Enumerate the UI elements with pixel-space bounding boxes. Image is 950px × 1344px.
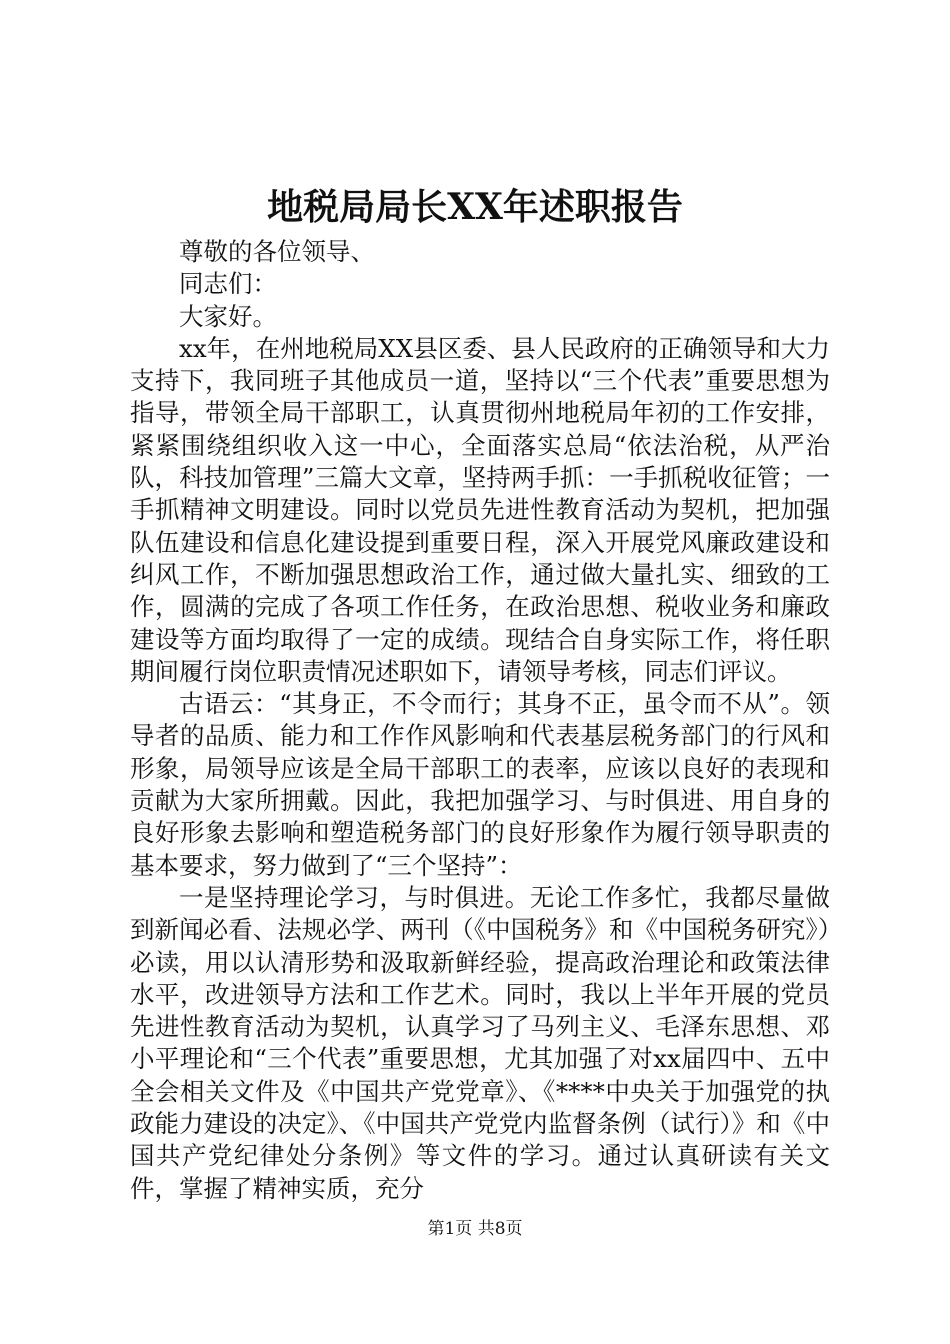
paragraph-intro: xx年，在州地税局XX县区委、县人民政府的正确领导和大力支持下，我同班子其他成员一道，坚持以“三个代表”重要思想为指导，带领全局干部职工，认真贯彻州地税局年初的工作安排，紧紧围绕组织收入这一中心，全面落实总局“依法治税，从严治队，科技加管理”三篇大文章，坚持两手抓：一手抓税收征管；一手抓精神文明建设。同时以党员先进性教育活动为契机，把加强队伍建设和信息化建设提到重要日程，深入开展党风廉政建设和纠风工作，不断加强思想政治工作，通过做大量扎实、细致的工作，圆满的完成了各项工作任务，在政治思想、税收业务和廉政建设等方面均取得了一定的成绩。现结合自身实际工作，将任职期间履行岗位职责情况述职如下，请领导考核，同志们评议。	[130, 333, 830, 686]
document-title: 地税局局长XX年述职报告	[267, 186, 683, 228]
greeting-line-2: 同志们：	[179, 269, 277, 299]
greeting-line-1: 尊敬的各位领导、	[179, 237, 375, 266]
paragraph-theory-study: 一是坚持理论学习，与时俱进。无论工作多忙，我都尽量做到新闻必看、法规必学、两刊（《中国税务》和《中国税务研究》）必读，用以认清形势和汲取新鲜经验，提高政治理论和政策法律水平，改进领导方法和工作艺术。同时，我以上半年开展的党员先进性教育活动为契机，认真学习了马列主义、毛泽东思想、邓小平理论和“三个代表”重要思想，尤其加强了对xx届四中、五中全会相关文件及《中国共产党党章》、《****中央关于加强党的执政能力建设的决定》、《中国共产党党内监督条例（试行）》和《中国共产党纪律处分条例》等文件的学习。通过认真研读有关文件，掌握了精神实质，充分	[130, 882, 830, 1203]
greeting-line-3: 大家好。	[179, 301, 277, 331]
document-body	[130, 236, 830, 1205]
page-number-footer: 第1页 共8页	[427, 1219, 523, 1239]
paragraph-quote: 古语云：“其身正，不令而行；其身不正，虽令而不从”。领导者的品质、能力和工作作风影响和代表基层税务部门的行风和形象，局领导应该是全局干部职工的表率，应该以良好的表现和贡献为大家所拥戴。因此，我把加强学习、与时俱进、用自身的良好形象去影响和塑造税务部门的良好形象作为履行领导职责的基本要求，努力做到了“三个坚持”：	[130, 689, 830, 880]
